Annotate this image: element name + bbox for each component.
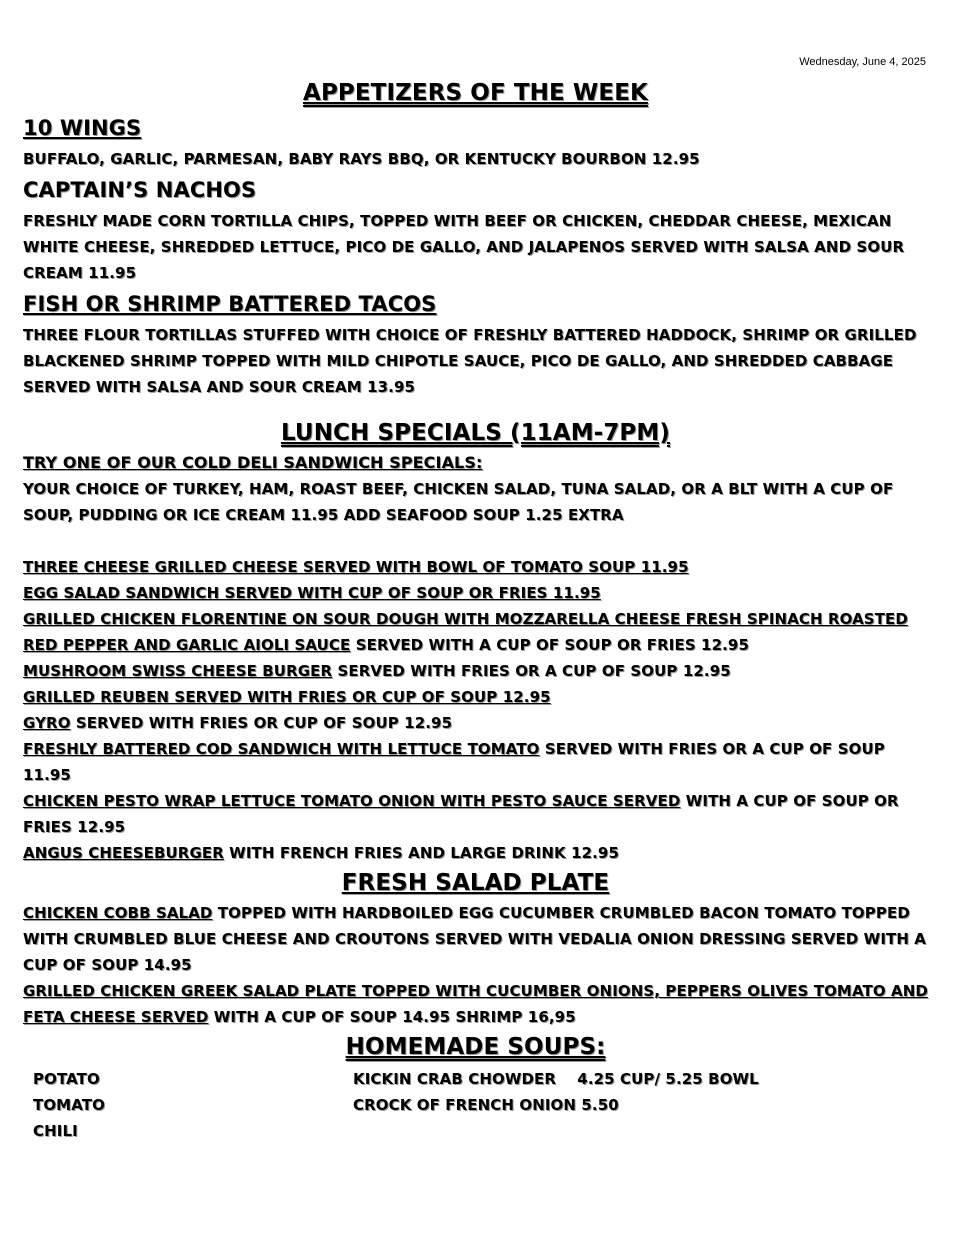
lunch-item-name: GRILLED REUBEN SERVED WITH FRIES OR CUP OF SOUP 12.95 [23, 688, 551, 706]
salad-heading: FRESH SALAD PLATE [341, 870, 610, 896]
lunch-item [23, 736, 928, 788]
salad-item-detail: WITH A CUP OF SOUP 14.95 SHRIMP 16,95 [208, 1008, 576, 1026]
lunch-item [23, 580, 928, 606]
menu-date: Wednesday, June 4, 2025 [799, 56, 926, 68]
soups-right-column [353, 1066, 928, 1144]
lunch-item-name: THREE CHEESE GRILLED CHEESE SERVED WITH BOWL OF TOMATO SOUP 11.95 [23, 558, 689, 576]
salad-item-detail: TOPPED WITH HARDBOILED EGG CUCUMBER CRUMBLED BACON TOMATO TOPPED WITH CRUMBLED BLUE CHEESE AND CROUTONS SERVED WITH VEDALIA ONION DRESSING SERVED WITH A CUP OF SOUP 14.95 [23, 904, 927, 974]
appetizer-title: FISH OR SHRIMP BATTERED TACOS [23, 292, 437, 316]
appetizer-title: 10 WINGS [23, 116, 142, 140]
lunch-item-name: EGG SALAD SANDWICH SERVED WITH CUP OF SOUP OR FRIES 11.95 [23, 584, 601, 602]
soup-item: POTATO [33, 1070, 100, 1088]
lunch-item-name: FRESHLY BATTERED COD SANDWICH WITH LETTUCE TOMATO [23, 740, 540, 758]
lunch-item-detail: SERVED WITH FRIES OR A CUP OF SOUP 12.95 [332, 662, 731, 680]
lunch-item [23, 606, 928, 658]
appetizers-heading: APPETIZERS OF THE WEEK [303, 80, 648, 106]
lunch-item [23, 710, 928, 736]
lunch-item-detail: SERVED WITH FRIES OR CUP OF SOUP 12.95 [70, 714, 453, 732]
lunch-item [23, 840, 928, 866]
appetizer-item [23, 172, 928, 286]
lunch-heading: LUNCH SPECIALS (11AM-7PM) [280, 420, 670, 446]
appetizer-description: THREE FLOUR TORTILLAS STUFFED WITH CHOICE OF FRESHLY BATTERED HADDOCK, SHRIMP OR GRILLED BLACKENED SHRIMP TOPPED WITH MILD CHIPOTLE SAUCE, PICO DE GALLO, AND SHREDDED CABBAGE SERVED WITH SALSA AND SOUR CREAM 13.95 [23, 326, 917, 396]
soup-item: CROCK OF FRENCH ONION 5.50 [353, 1096, 619, 1114]
soup-item: CHILI [33, 1122, 78, 1140]
soup-item: KICKIN CRAB CHOWDER 4.25 CUP/ 5.25 BOWL [353, 1070, 759, 1088]
lunch-item [23, 554, 928, 580]
menu-page [23, 76, 928, 1144]
lunch-item-name: MUSHROOM SWISS CHEESE BURGER [23, 662, 333, 680]
deli-heading: TRY ONE OF OUR COLD DELI SANDWICH SPECIALS: [23, 453, 483, 472]
salad-item [23, 978, 928, 1030]
appetizer-item [23, 286, 928, 400]
lunch-item-detail: WITH FRENCH FRIES AND LARGE DRINK 12.95 [223, 844, 620, 862]
lunch-item-name: GYRO [23, 714, 71, 732]
lunch-item [23, 658, 928, 684]
appetizer-title: CAPTAIN’S NACHOS [23, 178, 257, 202]
appetizer-item [23, 110, 928, 172]
soups-left-column [23, 1066, 353, 1144]
lunch-item-detail: SERVED WITH FRIES OR A CUP OF SOUP 11.95 [23, 740, 885, 784]
lunch-item-name: GRILLED CHICKEN FLORENTINE ON SOUR DOUGH WITH MOZZARELLA CHEESE FRESH SPINACH ROASTED RED PEPPER AND GARLIC AIOLI SAUCE [23, 610, 908, 654]
soups-heading: HOMEMADE SOUPS: [345, 1034, 606, 1060]
soup-item: TOMATO [33, 1096, 105, 1114]
deli-description: YOUR CHOICE OF TURKEY, HAM, ROAST BEEF, CHICKEN SALAD, TUNA SALAD, OR A BLT WITH A CUP OF SOUP, PUDDING OR ICE CREAM 11.95 ADD SEAFOOD SOUP 1.25 EXTRA [23, 480, 894, 524]
appetizer-description: FRESHLY MADE CORN TORTILLA CHIPS, TOPPED WITH BEEF OR CHICKEN, CHEDDAR CHEESE, MEXICAN WHITE CHEESE, SHREDDED LETTUCE, PICO DE GALLO, AND JALAPENOS SERVED WITH SALSA AND SOUR CREAM 11.95 [23, 212, 905, 282]
salad-item-name: GRILLED CHICKEN GREEK SALAD PLATE TOPPED WITH CUCUMBER ONIONS, PEPPERS OLIVES TOMATO AND FETA CHEESE SERVED [23, 982, 928, 1026]
salad-item-name: CHICKEN COBB SALAD [23, 904, 213, 922]
salad-item [23, 900, 928, 978]
appetizer-description: BUFFALO, GARLIC, PARMESAN, BABY RAYS BBQ, OR KENTUCKY BOURBON 12.95 [23, 150, 700, 168]
lunch-item-name: ANGUS CHEESEBURGER [23, 844, 224, 862]
lunch-item [23, 684, 928, 710]
lunch-item-detail: SERVED WITH A CUP OF SOUP OR FRIES 12.95 [350, 636, 750, 654]
lunch-item-name: CHICKEN PESTO WRAP LETTUCE TOMATO ONION WITH PESTO SAUCE SERVED [23, 792, 681, 810]
lunch-item-detail: WITH A CUP OF SOUP OR FRIES 12.95 [23, 792, 899, 836]
soups-list [23, 1066, 928, 1144]
lunch-item [23, 788, 928, 840]
